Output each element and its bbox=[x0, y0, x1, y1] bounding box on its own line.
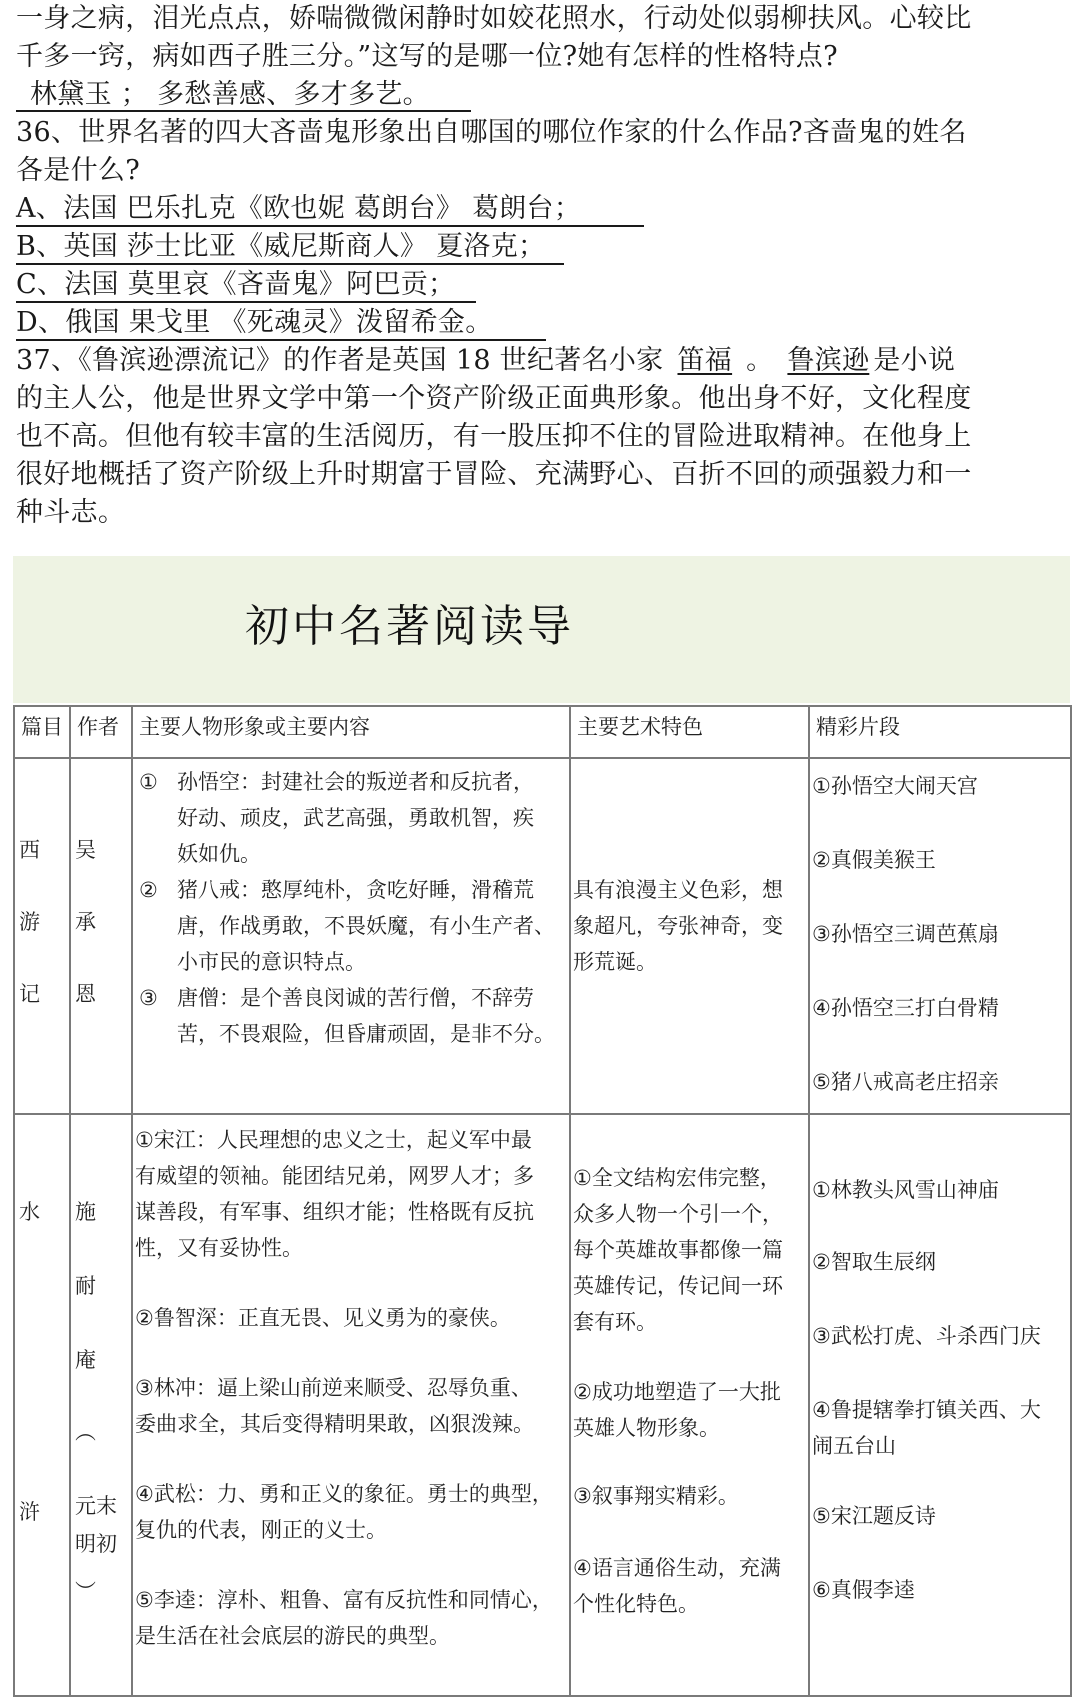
table-row-xiyouji bbox=[14, 758, 1071, 1114]
content-line: ②鲁智深：正直无畏、见义勇为的豪侠。 bbox=[135, 1306, 511, 1330]
cell-highlights bbox=[809, 1114, 1071, 1696]
text-line: 种斗志。 bbox=[16, 497, 126, 528]
cell-author bbox=[70, 758, 132, 1114]
content-line: 孙悟空：封建社会的叛逆者和反抗者， bbox=[177, 770, 534, 794]
highlight-item: ③孙悟空三调芭蕉扇 bbox=[812, 922, 999, 946]
cell-art bbox=[570, 758, 809, 1114]
content-line: 苦，不畏艰险，但昏庸顽固，是非不分。 bbox=[177, 1022, 555, 1046]
title-char: 记 bbox=[19, 982, 40, 1006]
highlight-item: ④孙悟空三打白骨精 bbox=[812, 996, 999, 1020]
content-line: ④武松：力、勇和正义的象征。勇士的典型， bbox=[135, 1482, 553, 1506]
answer-protagonist: 鲁滨逊 bbox=[787, 345, 870, 376]
highlight-item: ①孙悟空大闹天宫 bbox=[812, 774, 978, 798]
author-char: 明初 bbox=[75, 1532, 117, 1556]
cell-author bbox=[70, 1114, 132, 1696]
table-row-shuihu bbox=[14, 1114, 1071, 1696]
q37-text: 。 bbox=[746, 345, 774, 376]
art-line: 众多人物一个引一个， bbox=[573, 1202, 783, 1226]
highlight-item: ③武松打虎、斗杀西门庆 bbox=[812, 1324, 1041, 1348]
content-line: 小市民的意识特点。 bbox=[177, 950, 366, 974]
q37-text: 37、《鲁滨逊漂流记》的作者是英国 18 世纪著名小家 bbox=[16, 345, 664, 376]
content-line: 唐僧：是个善良闵诚的苦行僧，不辞劳 bbox=[177, 986, 534, 1010]
cell-highlights bbox=[809, 758, 1071, 1114]
header-content: 主要人物形象或主要内容 bbox=[132, 706, 570, 758]
art-line: 英雄传记，传记间一环 bbox=[573, 1274, 783, 1298]
author-char: 恩 bbox=[75, 982, 96, 1006]
option-underline bbox=[16, 301, 476, 303]
cell-content bbox=[132, 1114, 570, 1696]
question-36: 36、世界名著的四大吝啬鬼形象出自哪国的哪位作家的什么作品?吝啬鬼的姓名 bbox=[16, 117, 967, 148]
content-line: 猪八戒：憨厚纯朴，贪吃好睡，滑稽荒 bbox=[177, 878, 534, 902]
author-char: 耐 bbox=[75, 1274, 96, 1298]
title-char: 水 bbox=[19, 1200, 40, 1224]
answer-35: 林黛玉 ； 多愁善感、多才多艺。 bbox=[30, 79, 430, 110]
author-char: 施 bbox=[75, 1200, 96, 1224]
option-underline bbox=[16, 339, 546, 341]
art-line: 套有环。 bbox=[573, 1310, 657, 1334]
content-line: 有威望的领袖。能团结兄弟，网罗人才；多 bbox=[135, 1164, 534, 1188]
highlight-item: ⑤猪八戒高老庄招亲 bbox=[812, 1070, 999, 1094]
option-c: C、法国 莫里哀《吝啬鬼》阿巴贡； bbox=[16, 269, 456, 300]
option-d: D、俄国 果戈里 《死魂灵》泼留希金。 bbox=[16, 307, 493, 338]
art-line: 象超凡，夸张神奇，变 bbox=[573, 914, 783, 938]
cell-title bbox=[14, 758, 70, 1114]
highlight-item: ①林教头风雪山神庙 bbox=[812, 1178, 999, 1202]
author-char: 元末 bbox=[75, 1494, 117, 1518]
highlight-item: ⑤宋江题反诗 bbox=[812, 1504, 936, 1528]
title-char: 游 bbox=[19, 910, 40, 934]
art-line: ①全文结构宏伟完整， bbox=[573, 1166, 781, 1190]
content-line: 性，又有妥协性。 bbox=[135, 1236, 303, 1260]
option-underline bbox=[16, 263, 564, 265]
table-header-row bbox=[14, 706, 1071, 758]
list-marker: ① bbox=[139, 770, 158, 794]
text-line: 的主人公，他是世界文学中第一个资产阶级正面典形象。他出身不好，文化程度 bbox=[16, 383, 972, 414]
art-line: ②成功地塑造了一大批 bbox=[573, 1380, 781, 1404]
option-b: B、英国 莎士比亚《威尼斯商人》 夏洛克； bbox=[16, 231, 546, 262]
list-marker: ② bbox=[139, 878, 158, 902]
cell-title bbox=[14, 1114, 70, 1696]
content-line: 妖如仇。 bbox=[177, 842, 261, 866]
cell-content bbox=[132, 758, 570, 1114]
banner-title: 初中名著阅读导 bbox=[245, 601, 574, 652]
highlight-item: ⑥真假李逵 bbox=[812, 1578, 915, 1602]
title-char: 浒 bbox=[19, 1500, 40, 1524]
content-line: 复仇的代表，刚正的义士。 bbox=[135, 1518, 387, 1542]
content-line: 是生活在社会底层的游民的典型。 bbox=[135, 1624, 450, 1648]
list-marker: ③ bbox=[139, 986, 158, 1010]
header-author: 作者 bbox=[70, 706, 132, 758]
author-char: ︵ bbox=[75, 1420, 96, 1444]
title-char: 西 bbox=[19, 838, 40, 862]
content-line: ①宋江：人民理想的忠义之士，起义军中最 bbox=[135, 1128, 532, 1152]
text-line: 也不高。但他有较丰富的生活阅历，有一股压抑不住的冒险进取精神。在他身上 bbox=[16, 421, 972, 452]
art-line: ③叙事翔实精彩。 bbox=[573, 1484, 739, 1508]
art-line: 个性化特色。 bbox=[573, 1592, 699, 1616]
art-line: 具有浪漫主义色彩，想 bbox=[573, 878, 783, 902]
content-line: 谋善段，有军事、组织才能；性格既有反抗 bbox=[135, 1200, 534, 1224]
text-line: 千多一窍，病如西子胜三分。”这写的是哪一位?她有怎样的性格特点? bbox=[16, 41, 838, 72]
content-line: ③林冲：逼上梁山前逆来顺受、忍辱负重、 bbox=[135, 1376, 532, 1400]
option-a: A、法国 巴乐扎克《欧也妮 葛朗台》 葛朗台； bbox=[16, 193, 582, 224]
highlight-item: ②真假美猴王 bbox=[812, 848, 936, 872]
text-line: 一身之病，泪光点点，娇喘微微闲静时如姣花照水，行动处似弱柳扶风。心较比 bbox=[16, 3, 972, 34]
section-banner bbox=[13, 556, 1070, 703]
text-line: 很好地概括了资产阶级上升时期富于冒险、充满野心、百折不回的顽强毅力和一 bbox=[16, 459, 972, 490]
header-art: 主要艺术特色 bbox=[570, 706, 809, 758]
art-line: 形荒诞。 bbox=[573, 950, 657, 974]
answer-underline bbox=[16, 110, 471, 112]
content-line: 委曲求全，其后变得精明果敢，凶狠泼辣。 bbox=[135, 1412, 534, 1436]
author-char: ︶ bbox=[75, 1580, 96, 1604]
cell-art bbox=[570, 1114, 809, 1696]
q37-text: 是小说 bbox=[873, 345, 956, 376]
art-line: ④语言通俗生动，充满 bbox=[573, 1556, 781, 1580]
highlight-item: ④鲁提辖拳打镇关西、大 bbox=[812, 1398, 1041, 1422]
highlight-item: ②智取生辰纲 bbox=[812, 1250, 936, 1274]
author-char: 庵 bbox=[75, 1348, 96, 1372]
content-line: 好动、顽皮，武艺高强，勇敢机智，疾 bbox=[177, 806, 534, 830]
art-line: 英雄人物形象。 bbox=[573, 1416, 720, 1440]
question-37 bbox=[16, 342, 955, 380]
text-line: 各是什么? bbox=[16, 155, 140, 186]
header-highlights: 精彩片段 bbox=[809, 706, 1071, 758]
header-title: 篇目 bbox=[14, 706, 70, 758]
highlight-item: 闹五台山 bbox=[812, 1434, 896, 1458]
author-char: 承 bbox=[75, 910, 96, 934]
art-line: 每个英雄故事都像一篇 bbox=[573, 1238, 783, 1262]
reading-guide-table bbox=[13, 705, 1072, 1697]
answer-author: 笛福 bbox=[677, 345, 733, 376]
content-line: 唐，作战勇敢，不畏妖魔，有小生产者、 bbox=[177, 914, 555, 938]
option-underline bbox=[16, 225, 644, 227]
author-char: 吴 bbox=[75, 838, 96, 862]
content-line: ⑤李逵：淳朴、粗鲁、富有反抗性和同情心， bbox=[135, 1588, 553, 1612]
